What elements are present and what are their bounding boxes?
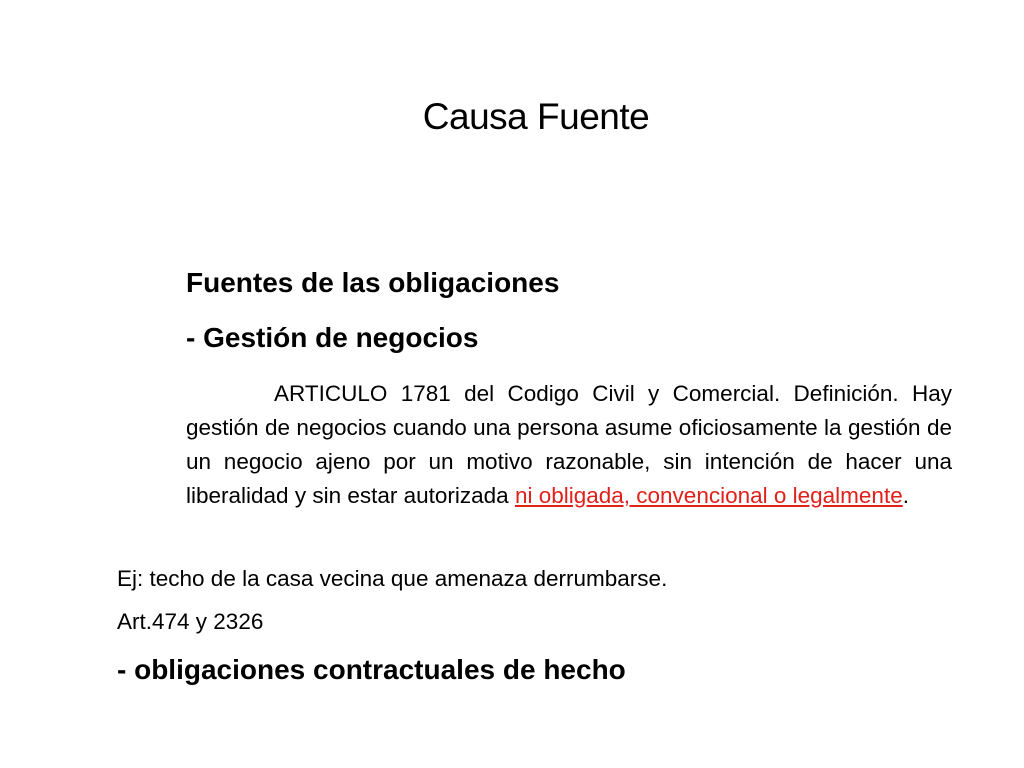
article-1781-paragraph — [186, 377, 952, 513]
slide-title — [0, 92, 1024, 142]
example-text: Ej: techo de la casa vecina que amenaza derrumbarse. — [117, 566, 668, 591]
article-end: . — [902, 483, 909, 508]
articles-reference: Art.474 y 2326 — [117, 609, 264, 634]
article-text: ARTICULO 1781 del Codigo Civil y Comercial. Definición. Hay gestión de negocios cuando una persona asume oficiosamente la gestión de un negocio ajeno por un motivo razonable, sin intención de hacer una liberalidad y sin estar autorizada — [186, 381, 952, 508]
heading-obligaciones-contractuales: - obligaciones contractuales de hecho — [117, 654, 626, 685]
heading-fuentes: Fuentes de las obligaciones — [186, 267, 560, 298]
heading-gestion: - Gestión de negocios — [186, 322, 479, 353]
article-highlight: ni obligada, convencional o legalmente — [514, 483, 903, 508]
slide-title-text: Causa Fuente — [422, 96, 650, 137]
